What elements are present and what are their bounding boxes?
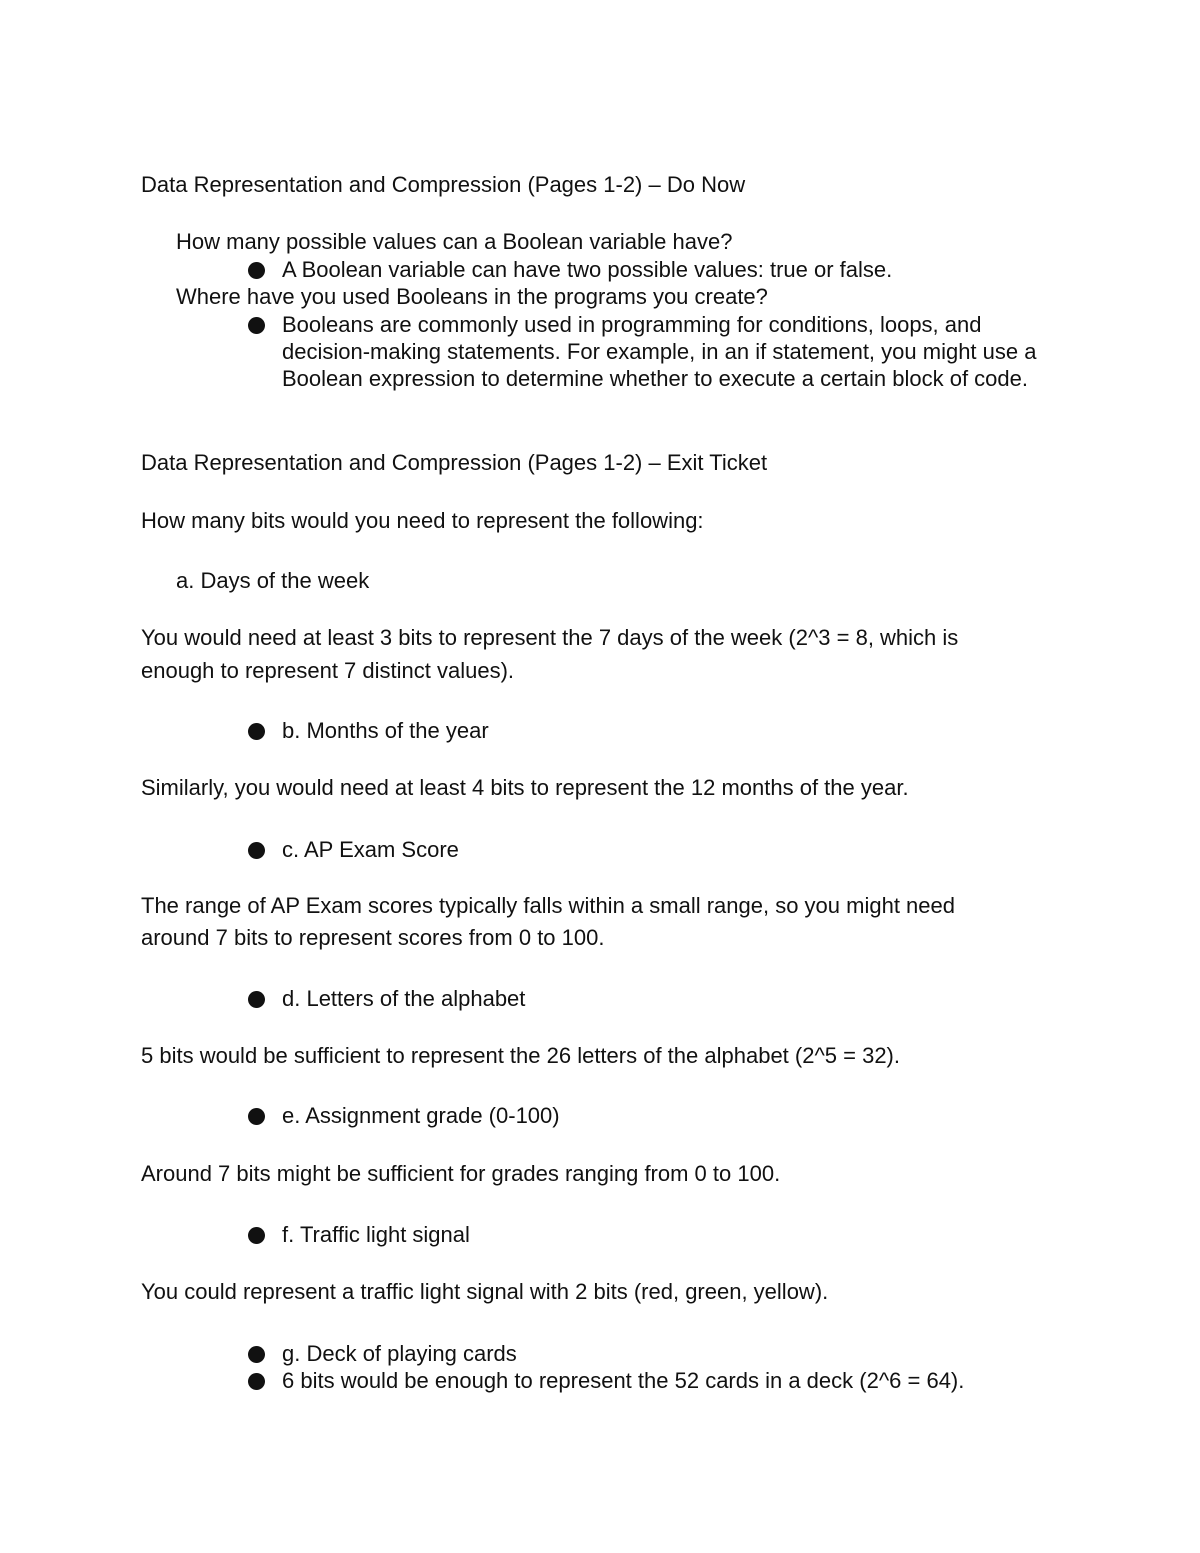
item-e-assignment-grade: e. Assignment grade (0-100) xyxy=(282,1103,560,1128)
bullet-icon xyxy=(248,1373,265,1390)
answer-g: 6 bits would be enough to represent the 52 cards in a deck (2^6 = 64). xyxy=(282,1368,965,1393)
answer-boolean-usage: Booleans are commonly used in programming for conditions, loops, and decision-making statements. For example, in an if statement, you might use a Boolean expression to determine whether to execute a certain block of code. xyxy=(282,312,1037,391)
list-item xyxy=(248,1367,1068,1394)
list-item xyxy=(248,1221,1068,1248)
bullet-icon xyxy=(248,1227,265,1244)
item-b-months: b. Months of the year xyxy=(282,718,489,743)
answer-a-line-1: You would need at least 3 bits to represent the 7 days of the week (2^3 = 8, which is xyxy=(141,625,959,650)
answer-c-line-2: around 7 bits to represent scores from 0 to 100. xyxy=(141,925,605,950)
answer-f: You could represent a traffic light signal with 2 bits (red, green, yellow). xyxy=(141,1279,829,1304)
bullet-icon xyxy=(248,1108,265,1125)
question-boolean-usage: Where have you used Booleans in the programs you create? xyxy=(176,284,768,309)
answer-e: Around 7 bits might be sufficient for grades ranging from 0 to 100. xyxy=(141,1161,781,1186)
list-item xyxy=(248,256,1068,283)
answer-b: Similarly, you would need at least 4 bits to represent the 12 months of the year. xyxy=(141,775,909,800)
list-item xyxy=(248,717,1068,744)
answer-d: 5 bits would be sufficient to represent the 26 letters of the alphabet (2^5 = 32). xyxy=(141,1043,900,1068)
bullet-icon xyxy=(248,991,265,1008)
item-d-alphabet: d. Letters of the alphabet xyxy=(282,986,526,1011)
bullet-icon xyxy=(248,1346,265,1363)
list-item xyxy=(248,1340,1068,1367)
list-item xyxy=(248,836,1068,863)
item-a-days-of-week: a. Days of the week xyxy=(176,568,370,593)
bullet-icon xyxy=(248,262,265,279)
bullet-icon xyxy=(248,723,265,740)
answer-c-line-1: The range of AP Exam scores typically falls within a small range, so you might need xyxy=(141,893,955,918)
exit-ticket-heading: Data Representation and Compression (Pages 1-2) – Exit Ticket xyxy=(141,450,768,475)
bullet-icon xyxy=(248,842,265,859)
item-f-traffic-light: f. Traffic light signal xyxy=(282,1222,470,1247)
answer-boolean-values: A Boolean variable can have two possible values: true or false. xyxy=(282,257,893,282)
item-g-playing-cards: g. Deck of playing cards xyxy=(282,1341,517,1366)
item-c-ap-exam: c. AP Exam Score xyxy=(282,837,459,862)
list-item xyxy=(248,985,1068,1012)
bullet-icon xyxy=(248,317,265,334)
answer-a-line-2: enough to represent 7 distinct values). xyxy=(141,658,515,683)
question-boolean-values: How many possible values can a Boolean variable have? xyxy=(176,229,733,254)
exit-ticket-prompt: How many bits would you need to represent the following: xyxy=(141,508,704,533)
list-item xyxy=(248,311,1038,392)
do-now-heading: Data Representation and Compression (Pages 1-2) – Do Now xyxy=(141,172,746,197)
list-item xyxy=(248,1102,1068,1129)
